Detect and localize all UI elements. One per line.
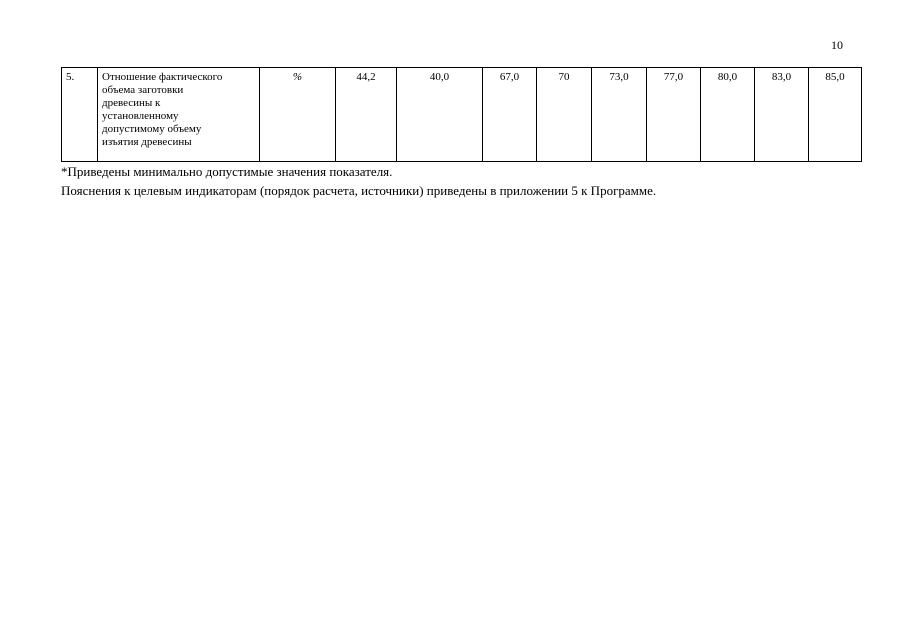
indicator-name — [98, 68, 260, 162]
indicator-name-line: объема заготовки — [102, 84, 184, 96]
value-cell: 44,2 — [336, 68, 397, 162]
table-row — [62, 68, 862, 162]
indicator-name-line: Отношение фактического — [102, 71, 223, 83]
indicator-name-line: древесины к — [102, 97, 161, 109]
indicators-table — [61, 67, 862, 162]
value-cell: 40,0 — [397, 68, 483, 162]
footnote: *Приведены минимально допустимые значения показателя. — [61, 164, 393, 179]
unit-cell: % — [260, 68, 336, 162]
value-cell: 85,0 — [809, 68, 862, 162]
value-cell: 73,0 — [592, 68, 647, 162]
value-cell: 70 — [537, 68, 592, 162]
value-cell: 83,0 — [755, 68, 809, 162]
row-number: 5. — [62, 68, 98, 162]
value-cell: 67,0 — [483, 68, 537, 162]
indicator-name-line: изъятия древесины — [102, 136, 192, 148]
page-number: 10 — [831, 38, 843, 52]
value-cell: 80,0 — [701, 68, 755, 162]
indicator-name-line: установленному — [102, 110, 179, 122]
indicator-name-line: допустимому объему — [102, 123, 202, 135]
explanatory-note: Пояснения к целевым индикаторам (порядок расчета, источники) приведены в приложении 5 к Программе. — [61, 183, 657, 198]
value-cell: 77,0 — [647, 68, 701, 162]
